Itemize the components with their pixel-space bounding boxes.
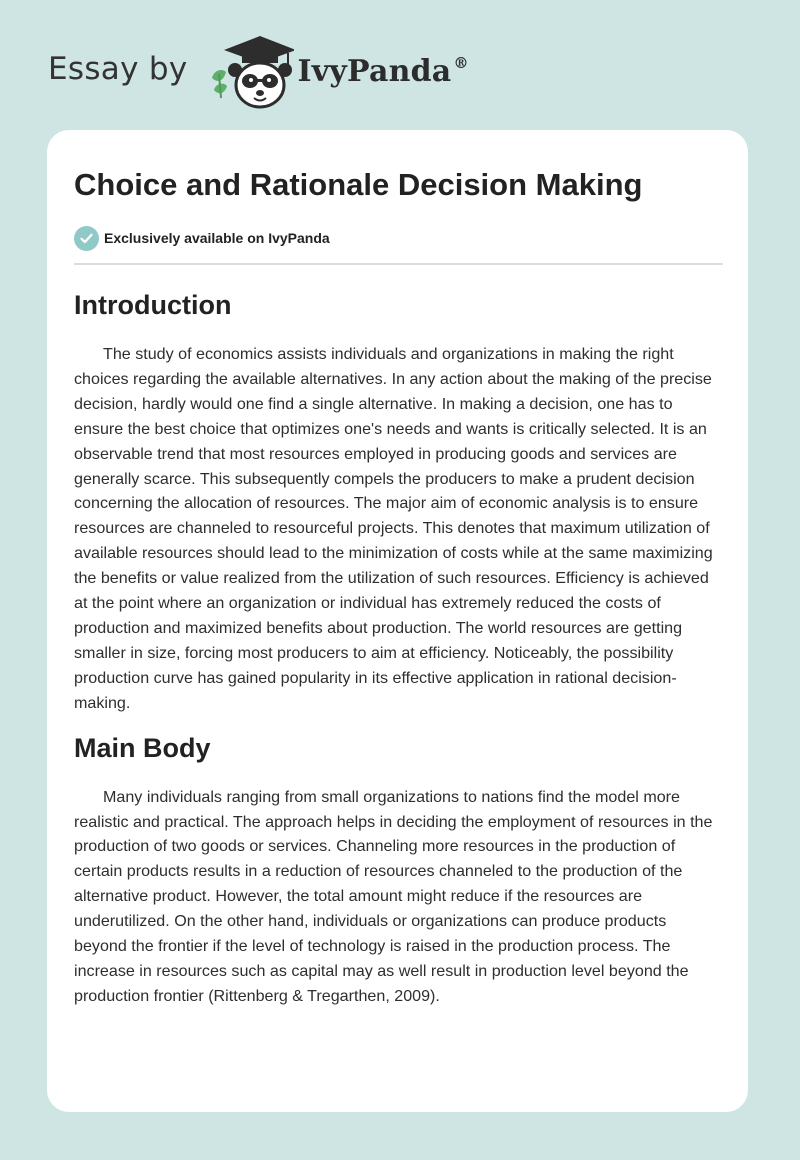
site-header [48, 30, 768, 110]
section-heading-main-body: Main Body [74, 732, 211, 763]
panda-graduate-logo-icon[interactable] [204, 30, 294, 110]
section-heading-introduction: Introduction [74, 290, 232, 320]
essay-by-label: Essay by [48, 51, 188, 87]
page-title: Choice and Rationale Decision Making [74, 167, 643, 202]
exclusive-badge [74, 225, 722, 251]
brand-text: IvyPanda [297, 53, 452, 89]
exclusive-badge-text: Exclusively available on IvyPanda [104, 230, 330, 246]
section-paragraph-introduction: The study of economics assists individuals and organizations in making the right choices regarding the available alternatives. In any action about the making of the precise decision, hardly would one find a single alternative. In making a decision, one has to ensure the best choice that optimizes one's needs and wants is critically selected. It is an observable trend that most resources employed in producing goods and services are generally scarce. This subsequently compels the producers to make a prudent decision concerning the allocation of resources. The major aim of economic analysis is to ensure resources are channeled to resourceful projects. This denotes that maximum utilization of available resources should lead to the minimization of costs while at the same maximizing the benefits or value realized from the utilization of such resources. Efficiency is achieved at the point where an organization or individual has extremely reduced the costs of production and maximized benefits about production. The world resources are getting smaller in size, forcing most producers to aim at efficiency. Noticeably, the possibility production curve has gained popularity in its effective application in rational decision-making. [74, 345, 713, 712]
brand-name[interactable] [298, 54, 469, 89]
essay-card [47, 130, 748, 1112]
check-circle-icon [74, 226, 99, 251]
title-divider [74, 263, 723, 265]
section-paragraph-main-body: Many individuals ranging from small organizations to nations find the model more realistic and practical. The approach helps in deciding the employment of resources in the production of two goods or services. Channeling more resources in the production of certain products results in a reduction of resources channeled to the production of the alternative product. However, the total amount might reduce if the resources are underutilized. On the other hand, individuals or organizations can produce products beyond the frontier if the level of technology is raised in the production process. The increase in resources such as capital may as well result in production level beyond the production frontier (Rittenberg & Tregarthen, 2009). [74, 787, 713, 1005]
registered-mark: ® [453, 53, 469, 72]
